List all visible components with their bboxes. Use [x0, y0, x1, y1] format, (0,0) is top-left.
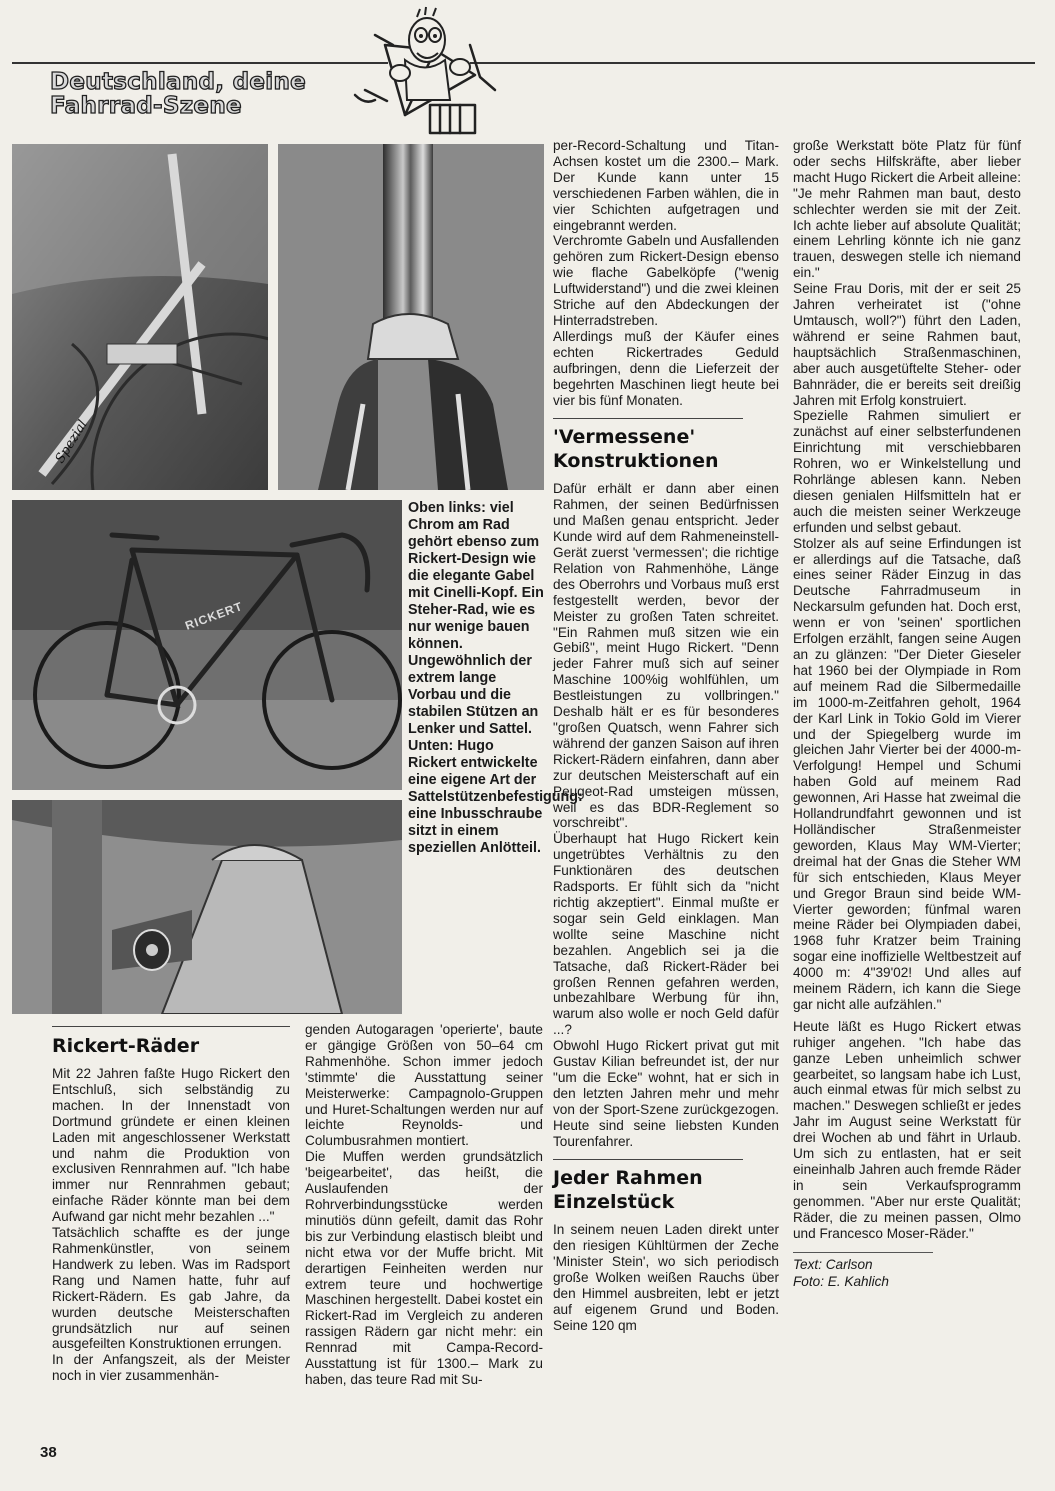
page-number: 38	[40, 1444, 57, 1461]
article-column-1	[52, 1026, 290, 1384]
credit-text: Text: Carlson	[793, 1256, 873, 1272]
body-paragraph: große Werkstatt böte Platz für fünf oder sechs Hilfskräfte, aber lieber macht Hugo Rickert die Arbeit alleine: "Je mehr Rahmen man baut, desto schlechter werden sie mit der Zeit. Ich achte lieber auf absolute Qualität; einem Lehrling könnte ich nie ganz trauen, deswegen stelle ich niemand ein."	[793, 138, 1021, 281]
article-column-4	[793, 138, 1021, 1290]
photo-bike-frame-chrome	[12, 144, 268, 490]
header-rule-right	[470, 62, 1035, 64]
article-column-3	[553, 138, 779, 1334]
body-paragraph: Obwohl Hugo Rickert privat gut mit Gustav Kilian befreundet ist, der nur "um die Ecke" wohnt, hat er sich in den letzten Jahren mehr und mehr von der Sport-Szene zurückgezogen. Heute sind seine liebsten Kunden Tourenfahrer.	[553, 1038, 779, 1149]
body-paragraph: Seine Frau Doris, mit der er seit 25 Jahren verheiratet ist ("ohne Umtausch, woll?") führt den Laden, während er seine Rahmen baut, hauptsächlich Straßenmaschinen, aber auch ausgetüftelte Steher- oder Bahnräder, die er bereits seit dreißig Jahren mit Erfolg konstruiert.	[793, 281, 1021, 408]
body-paragraph: Tatsächlich schaffte es der junge Rahmenkünstler, von seinem Handwerk zu leben. Was im Radsport Rang und Namen hatte, fuhr auf Rickert-Rädern. Es gab Jahre, da wurden deutsche Meisterschaften grundsätzlich nur auf seinen ausgefeilten Konstruktionen errungen.	[52, 1225, 290, 1352]
mascot-cartoon-illustration	[345, 5, 515, 135]
body-paragraph: Verchromte Gabeln und Ausfallenden gehören zum Rickert-Design ebenso wie flache Gabelköpfe ("wenig Luftwiderstand") und die zwei kleinen Striche auf den Abdeckungen der Hinterradstreben.	[553, 233, 779, 328]
section-title: Deutschland, deine Fahrrad-Szene	[50, 69, 307, 119]
frame-decal-text: Spezial	[52, 417, 91, 467]
body-paragraph: Heute läßt es Hugo Rickert etwas ruhiger angehen. "Ich habe das ganze Leben unheimlich schwer gearbeitet, so langsam habe ich Lust, auch einmal etwas für mich selbst zu machen." Deswegen schließt er jedes Jahr im August seine Werkstatt für drei Wochen ab und fährt in Urlaub. Um sich zu entlasten, hat er seit eineinhalb Jahren auch fremde Räder in sein Verkaufsprogramm genommen. "Aber nur erste Qualität; Räder, die zu meinen passen, Olmo und Francesco Moser-Räder."	[793, 1018, 1021, 1241]
body-paragraph: In seinem neuen Laden direkt unter den riesigen Kühltürmen der Zeche 'Minister Stein', wo sich periodisch große Wolken weißen Rauchs über den Himmel ausbreiten, lebt er jetzt auf eigenem Grund und Boden. Seine 120 qm	[553, 1222, 779, 1333]
photo-rickert-steher-bike	[12, 500, 402, 790]
body-paragraph: genden Autogaragen 'operierte', baute er gängige Größen von 50–64 cm Rahmenhöhe. Schon immer jedoch 'stimmte' die Ausstattung seiner Meisterwerke: Campagnolo-Gruppen und Huret-Schaltungen werden nur auf leichte Reynolds- und Columbusrahmen montiert.	[305, 1022, 543, 1149]
photo-chrome-fork-crown	[278, 144, 544, 490]
article-credits	[793, 1252, 933, 1290]
body-paragraph: Überhaupt hat Hugo Rickert kein ungetrübtes Verhältnis zu den Funktionären des deutschen Radsports. Er fühlt sich da "nicht richtig akzeptiert". Einmal mußte er sogar sein Geld einklagen. Man wollte seine Maschine nicht bezahlen. Angeblich sei ja die Tatsache, daß Rickert-Räder bei großen Rennen gefahren werden, unbezahlbare Werbung für ihn, warum also wolle er noch Geld dafür ...?	[553, 831, 779, 1038]
body-paragraph: Mit 22 Jahren faßte Hugo Rickert den Entschluß, sich selbständig zu machen. In der Innenstadt von Dortmund gründete er einen kleinen Laden mit angeschlossener Werkstatt und nahm die Produktion von exclusiven Rennrahmen auf. "Ich habe immer nur Rennrahmen gebaut; einfache Räder könnte man bei dem Aufwand gar nicht mehr bezahlen ..."	[52, 1066, 290, 1225]
body-paragraph: Stolzer als auf seine Erfindungen ist er allerdings auf die Tatsache, daß eines seiner Räder Einzug in das Deutsche Fahrradmuseum in Neckarsulm gefunden hat. Doch erst, wenn er von 'seinen' sportlichen Erfolgen erzählt, fangen seine Augen an zu glänzen: "Der Dieter Gieseler hat 1960 bei der Olympiade in Rom auf meinem Rad die Silbermedaille im 1000-m-Zeitfahren geholt, 1964 der Karl Link in Tokio Gold im Vierer und der Spiegelberg wurde im gleichen Jahr Vierter bei der 4000-m-Verfolgung! Hempel und Schumi haben Gold auf meinem Rad gewonnen, Ari Hasse hat zweimal die Hollandrundfahrt gewonnen und ist Holländischer Straßenmeister geworden, Klaus May WM-Vierter; dreimal hat der Gnas die Steher WM für sich entschieden, Klaus Meyer und Gregor Braun sind beide WM-Vierter geworden; fünfmal waren meine Räder bei Olympiaden dabei, 1968 fuhr Kratzer beim Training sogar eine inoffizielle Weltbestzeit auf 4000 m: 4"39'02! Und alles auf meinem Rädern, ich kann die Siege gar nicht alle aufzählen."	[793, 535, 1021, 1012]
body-paragraph: Dafür erhält er dann aber einen Rahmen, der seinen Bedürfnissen und Maßen genau entspricht. Jeder Kunde wird auf dem Rahmeneinstell-Gerät zuerst 'vermessen'; die richtige Relation von Rahmenhöhe, Länge des Oberrohrs und Vorbaus muß erst festgestellt werden, bevor der Meister zu großen Taten schreitet. "Ein Rahmen muß sitzen wie ein Gebiß", meint Hugo Rickert. "Denn jeder Fahrer muß sich auf seiner Maschine 100%ig wohlfühlen, um Bestleistungen zu vollbringen." Deshalb hält er es für besonderes "großen Quatsch, wenn Fahrer sich während der ganzen Saison auf ihren Rickert-Rädern einfahren, dann aber zur deutschen Meisterschaft auf ein Peugeot-Rad umsteigen müssen, weil es das BDR-Reglement so vorschreibt".	[553, 481, 779, 831]
credit-photo: Foto: E. Kahlich	[793, 1273, 889, 1289]
photo-seatpost-clamp-closeup	[12, 800, 402, 1014]
header-rule-left	[12, 62, 388, 64]
body-paragraph: per-Record-Schaltung und Titan-Achsen kostet um die 2300.– Mark. Der Kunde kann unter 15 verschiedenen Farben wählen, die in vier Schichten aufgetragen und eingebrannt werden.	[553, 138, 779, 233]
article-column-2	[305, 1022, 543, 1388]
body-paragraph: Spezielle Rahmen simuliert er zunächst auf einer selbsterfundenen Einrichtung mit verschiebbaren Rohren, wo er Winkelstellung und Rohrlänge ablesen kann. Neben diesen genialen Hilfsmitteln hat er auch die meisten seiner Werkzeuge erfunden und selbst gebaut.	[793, 408, 1021, 535]
heading-jeder-rahmen-einzelstueck: Jeder Rahmen Einzelstück	[553, 1159, 743, 1222]
heading-rickert-raeder: Rickert-Räder	[52, 1026, 290, 1066]
body-paragraph: In der Anfangszeit, als der Meister noch in vier zusammenhän-	[52, 1352, 290, 1384]
body-paragraph: Die Muffen werden grundsätzlich 'beigearbeitet', das heißt, die Auslaufenden der Rohrverbindungsstücke werden minutiös dünn gefeilt, damit das Rohr bis zur Verbindung elastisch bleibt und nicht etwa vor der Muffe bricht. Mit derartigen Feinheiten werden nur extrem teure und hochwertige Maschinen hergestellt. Dabei kostet ein Rickert-Rad im Vergleich zu anderen rassigen Rädern gar nicht mehr: ein Rennrad mit Campa-Record-Ausstattung ist für 1300.– Mark zu haben, das teure Rad mit Su-	[305, 1149, 543, 1387]
body-paragraph: Allerdings muß der Käufer eines echten Rickertrades Geduld aufbringen, denn die Lieferzeit der begehrten Maschinen liegt heute bei vier bis fünf Monaten.	[553, 328, 779, 408]
photo-caption: Oben links: viel Chrom am Rad gehört ebenso zum Rickert-Design wie die elegante Gabel mit Cinelli-Kopf. Ein Steher-Rad, wie es nur wenige bauen können. Ungewöhnlich der extrem lange Vorbau und die stabilen Stützen an Lenker und Sattel. Unten: Hugo Rickert entwickelte eine eigene Art der Sattelstützenbefestigung: eine Inbusschraube sitzt in einem speziellen Anlötteil.	[408, 500, 583, 856]
heading-vermessene-konstruktionen: 'Vermessene' Konstruktionen	[553, 418, 743, 481]
bike-brand-text: RICKERT	[183, 599, 245, 633]
